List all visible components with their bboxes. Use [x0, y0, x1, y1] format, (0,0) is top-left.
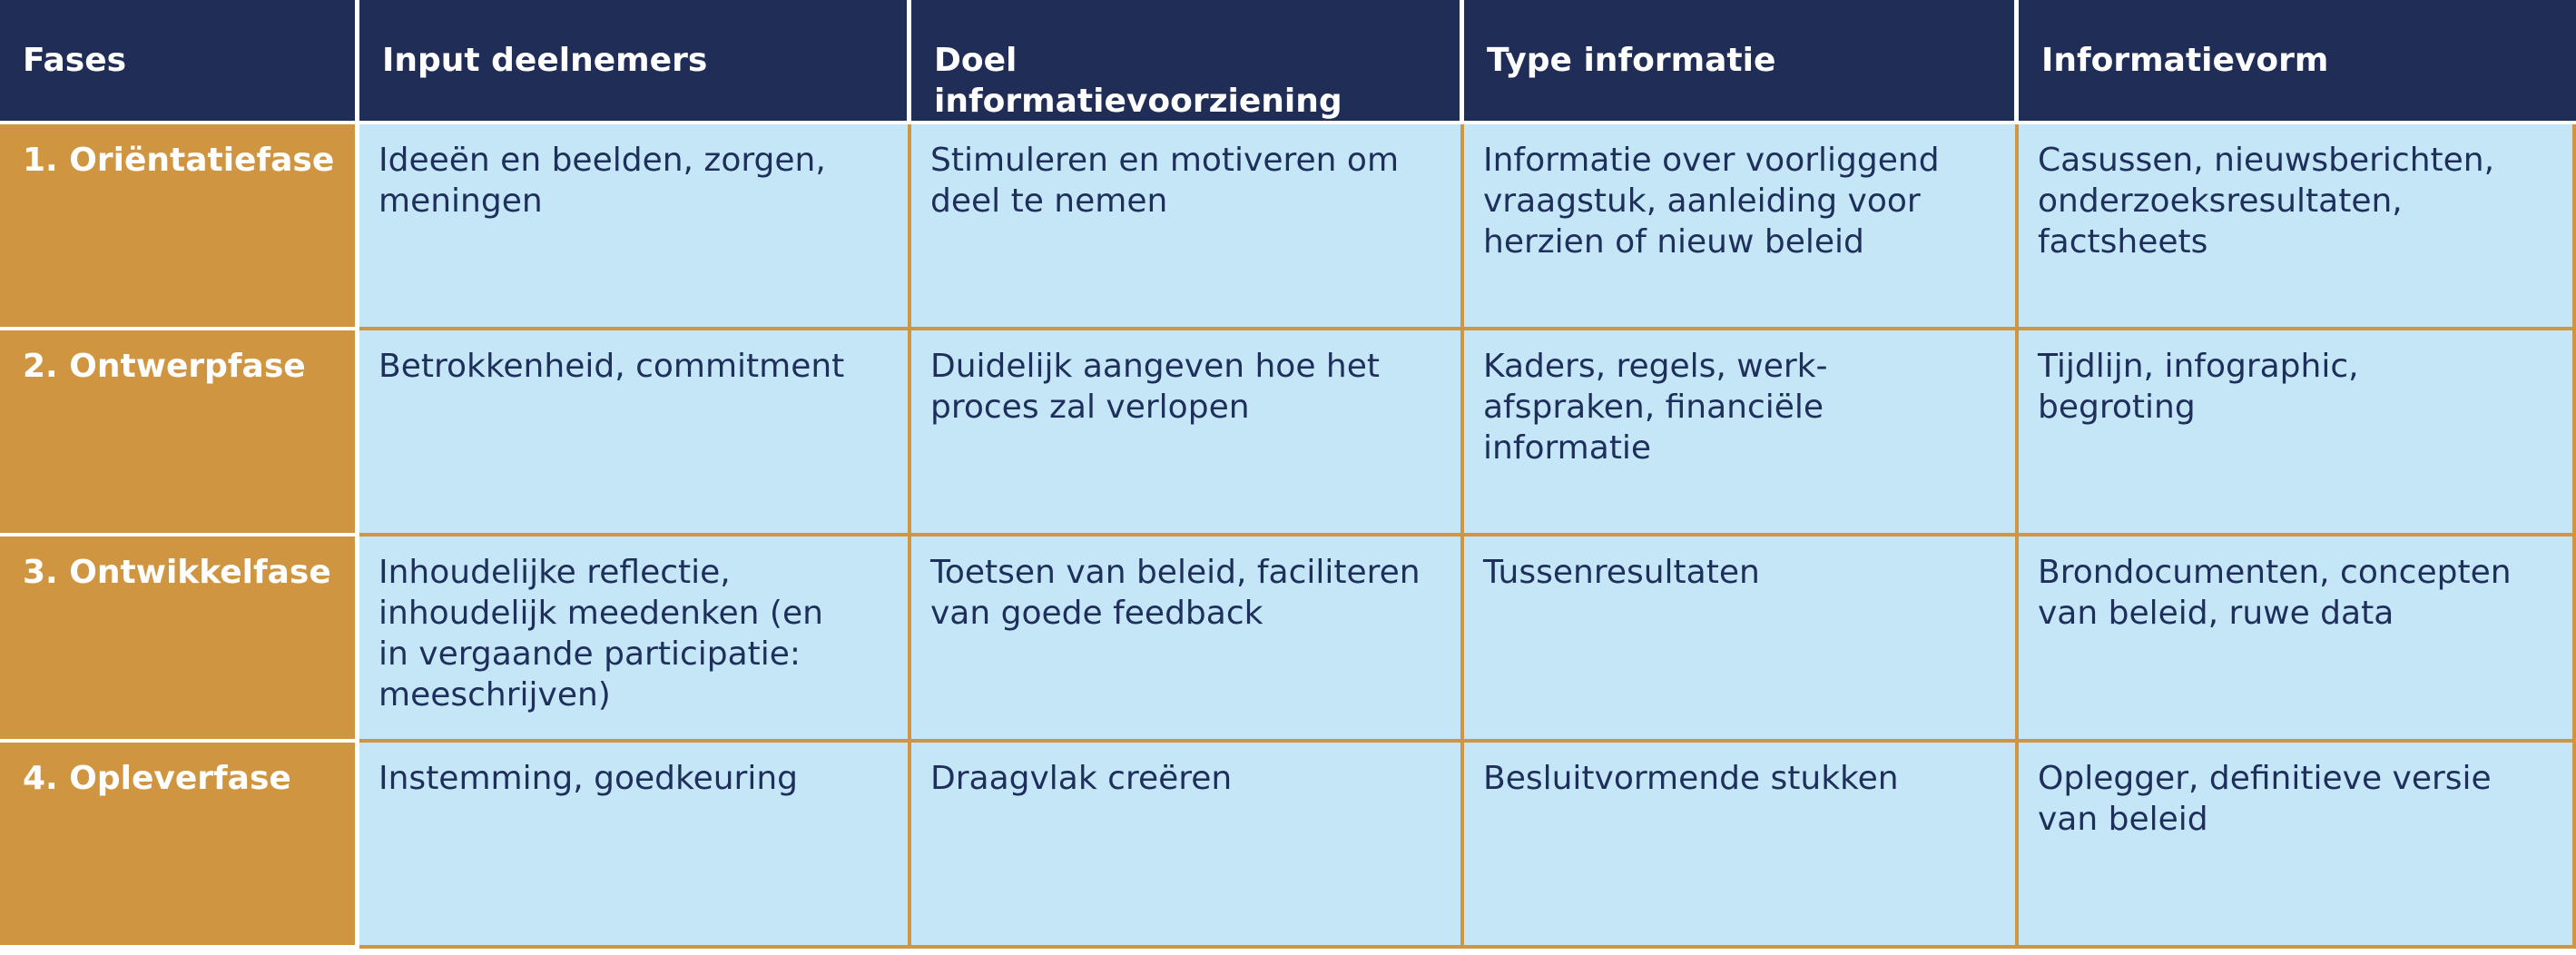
table-cell-vorm: Tijdlijn, infographic, begroting [2019, 330, 2576, 537]
table-cell-input: Inhoudelijke reflectie, inhoudelijk meedenken (en in vergaande participatie: meeschrijven) [359, 537, 911, 743]
table-cell-type: Tussenresultaten [1464, 537, 2019, 743]
phase-label: 3. Ontwikkelfase [0, 537, 359, 743]
table-cell-vorm: Brondocumenten, concepten van beleid, ruwe data [2019, 537, 2576, 743]
phase-label: 4. Opleverfase [0, 743, 359, 949]
header-type-informatie: Type informatie [1464, 0, 2019, 124]
table-cell-input: Instemming, goedkeuring [359, 743, 911, 949]
header-input-deelnemers: Input deelnemers [359, 0, 911, 124]
header-doel-informatievoorziening: Doel informatievoorziening [911, 0, 1464, 124]
table-cell-doel: Duidelijk aangeven hoe het proces zal verlopen [911, 330, 1464, 537]
table-cell-doel: Toetsen van beleid, faciliteren van goede feedback [911, 537, 1464, 743]
table-cell-input: Ideeën en beelden, zorgen, meningen [359, 124, 911, 330]
table-cell-type: Kaders, regels, werk- afspraken, financiële informatie [1464, 330, 2019, 537]
phase-label: 2. Ontwerpfase [0, 330, 359, 537]
table-cell-doel: Draagvlak creëren [911, 743, 1464, 949]
header-informatievorm: Informatievorm [2019, 0, 2576, 124]
table-cell-type: Informatie over voorliggend vraagstuk, aanleiding voor herzien of nieuw beleid [1464, 124, 2019, 330]
table-cell-vorm: Casussen, nieuwsberichten, onderzoeksresultaten, factsheets [2019, 124, 2576, 330]
phase-label: 1. Oriëntatiefase [0, 124, 359, 330]
table-cell-input: Betrokkenheid, commitment [359, 330, 911, 537]
table-cell-doel: Stimuleren en motiveren om deel te nemen [911, 124, 1464, 330]
header-fases: Fases [0, 0, 359, 124]
table-cell-vorm: Oplegger, definitieve versie van beleid [2019, 743, 2576, 949]
table-cell-type: Besluitvormende stukken [1464, 743, 2019, 949]
